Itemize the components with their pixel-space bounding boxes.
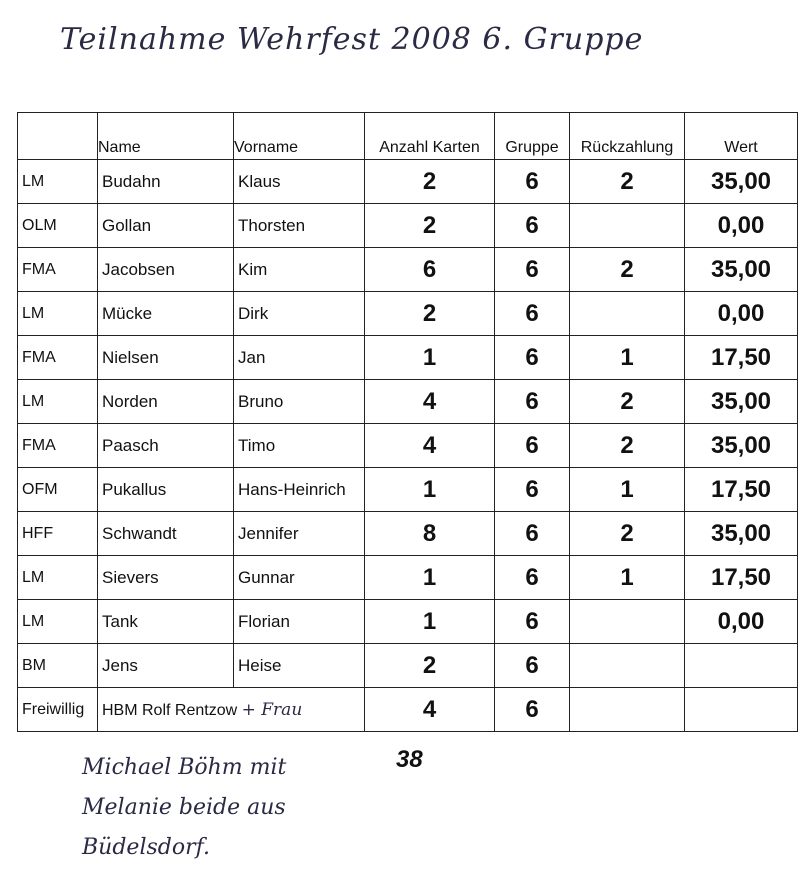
table-row — [18, 336, 798, 380]
header-rank — [18, 113, 98, 160]
cell-rank: FMA — [18, 248, 98, 292]
cell-gruppe: 6 — [495, 248, 570, 292]
cell-rueckzahlung: 2 — [570, 160, 685, 204]
cell-name: Paasch — [98, 424, 234, 468]
cell-vorname: Klaus — [234, 160, 365, 204]
cell-gruppe: 6 — [495, 380, 570, 424]
cell-name: Norden — [98, 380, 234, 424]
cell-rank: OLM — [18, 204, 98, 248]
cell-wert: 35,00 — [685, 380, 798, 424]
table-row — [18, 556, 798, 600]
cell-wert: 17,50 — [685, 468, 798, 512]
printed-name: HBM Rolf Rentzow — [102, 701, 238, 719]
cell-name: Gollan — [98, 204, 234, 248]
table-row — [18, 204, 798, 248]
cell-wert: 35,00 — [685, 248, 798, 292]
cell-wert: 0,00 — [685, 204, 798, 248]
cell-wert: 0,00 — [685, 600, 798, 644]
cell-vorname: Dirk — [234, 292, 365, 336]
handwritten-title: Teilnahme Wehrfest 2008 6. Gruppe — [60, 22, 644, 57]
handwritten-addition: + Frau — [241, 699, 303, 720]
table-row — [18, 644, 798, 688]
cell-rueckzahlung: 2 — [570, 512, 685, 556]
cell-rueckzahlung: 2 — [570, 380, 685, 424]
handwritten-note: Michael Böhm mit Melanie beide aus Büdelsdorf. — [82, 755, 287, 860]
cell-vorname: Florian — [234, 600, 365, 644]
cell-karten: 1 — [365, 468, 495, 512]
cell-rank: OFM — [18, 468, 98, 512]
cell-name: Mücke — [98, 292, 234, 336]
cell-gruppe: 6 — [495, 160, 570, 204]
cell-rueckzahlung: 1 — [570, 556, 685, 600]
cell-karten: 4 — [365, 424, 495, 468]
cell-vorname: Jennifer — [234, 512, 365, 556]
cell-gruppe: 6 — [495, 512, 570, 556]
cell-rank: FMA — [18, 424, 98, 468]
cell-name: Jacobsen — [98, 248, 234, 292]
cell-rank: Freiwillig — [18, 688, 98, 732]
cell-karten: 2 — [365, 292, 495, 336]
cell-rank: FMA — [18, 336, 98, 380]
cell-rank: LM — [18, 556, 98, 600]
cell-vorname: Gunnar — [234, 556, 365, 600]
cell-wert: 35,00 — [685, 424, 798, 468]
cell-name: Nielsen — [98, 336, 234, 380]
participants-table — [17, 112, 798, 732]
total-karten: 38 — [396, 746, 423, 773]
table-row — [18, 424, 798, 468]
table-row — [18, 600, 798, 644]
cell-rank: LM — [18, 600, 98, 644]
cell-gruppe: 6 — [495, 204, 570, 248]
cell-rank: LM — [18, 380, 98, 424]
table-row — [18, 292, 798, 336]
cell-rueckzahlung — [570, 204, 685, 248]
cell-rueckzahlung — [570, 292, 685, 336]
cell-karten: 1 — [365, 600, 495, 644]
header-rueckzahlung: Rückzahlung — [570, 113, 685, 160]
cell-karten: 8 — [365, 512, 495, 556]
cell-gruppe: 6 — [495, 468, 570, 512]
cell-name: Tank — [98, 600, 234, 644]
cell-vorname: Jan — [234, 336, 365, 380]
header-vorname: Vorname — [234, 113, 365, 160]
cell-name: Pukallus — [98, 468, 234, 512]
cell-wert: 35,00 — [685, 512, 798, 556]
cell-gruppe: 6 — [495, 556, 570, 600]
cell-merged-name — [98, 688, 365, 732]
cell-rueckzahlung: 2 — [570, 248, 685, 292]
cell-karten: 4 — [365, 380, 495, 424]
table-row-last — [18, 688, 798, 732]
cell-rueckzahlung: 1 — [570, 336, 685, 380]
cell-wert: 17,50 — [685, 336, 798, 380]
cell-rueckzahlung: 1 — [570, 468, 685, 512]
cell-wert: 17,50 — [685, 556, 798, 600]
cell-wert — [685, 688, 798, 732]
cell-name: Budahn — [98, 160, 234, 204]
cell-gruppe: 6 — [495, 336, 570, 380]
cell-gruppe: 6 — [495, 644, 570, 688]
table-row — [18, 512, 798, 556]
cell-rank: BM — [18, 644, 98, 688]
cell-karten: 1 — [365, 336, 495, 380]
cell-rueckzahlung — [570, 688, 685, 732]
cell-vorname: Thorsten — [234, 204, 365, 248]
table-row — [18, 160, 798, 204]
cell-karten: 2 — [365, 204, 495, 248]
cell-rank: LM — [18, 160, 98, 204]
cell-vorname: Timo — [234, 424, 365, 468]
cell-gruppe: 6 — [495, 424, 570, 468]
header-wert: Wert — [685, 113, 798, 160]
header-name: Name — [98, 113, 234, 160]
header-row — [18, 113, 798, 160]
cell-karten: 2 — [365, 644, 495, 688]
table-row — [18, 380, 798, 424]
header-gruppe: Gruppe — [495, 113, 570, 160]
cell-vorname: Bruno — [234, 380, 365, 424]
header-anzahl-karten: Anzahl Karten — [365, 113, 495, 160]
cell-vorname: Hans-Heinrich — [234, 468, 365, 512]
cell-name: Schwandt — [98, 512, 234, 556]
cell-rueckzahlung — [570, 600, 685, 644]
cell-karten: 6 — [365, 248, 495, 292]
cell-name: Sievers — [98, 556, 234, 600]
cell-vorname: Heise — [234, 644, 365, 688]
cell-karten: 2 — [365, 160, 495, 204]
cell-karten: 4 — [365, 688, 495, 732]
cell-wert: 0,00 — [685, 292, 798, 336]
cell-gruppe: 6 — [495, 688, 570, 732]
cell-rueckzahlung: 2 — [570, 424, 685, 468]
cell-karten: 1 — [365, 556, 495, 600]
cell-wert: 35,00 — [685, 160, 798, 204]
table-row — [18, 248, 798, 292]
cell-vorname: Kim — [234, 248, 365, 292]
cell-rueckzahlung — [570, 644, 685, 688]
cell-name: Jens — [98, 644, 234, 688]
cell-gruppe: 6 — [495, 600, 570, 644]
cell-gruppe: 6 — [495, 292, 570, 336]
cell-rank: LM — [18, 292, 98, 336]
cell-wert — [685, 644, 798, 688]
table-row — [18, 468, 798, 512]
cell-rank: HFF — [18, 512, 98, 556]
